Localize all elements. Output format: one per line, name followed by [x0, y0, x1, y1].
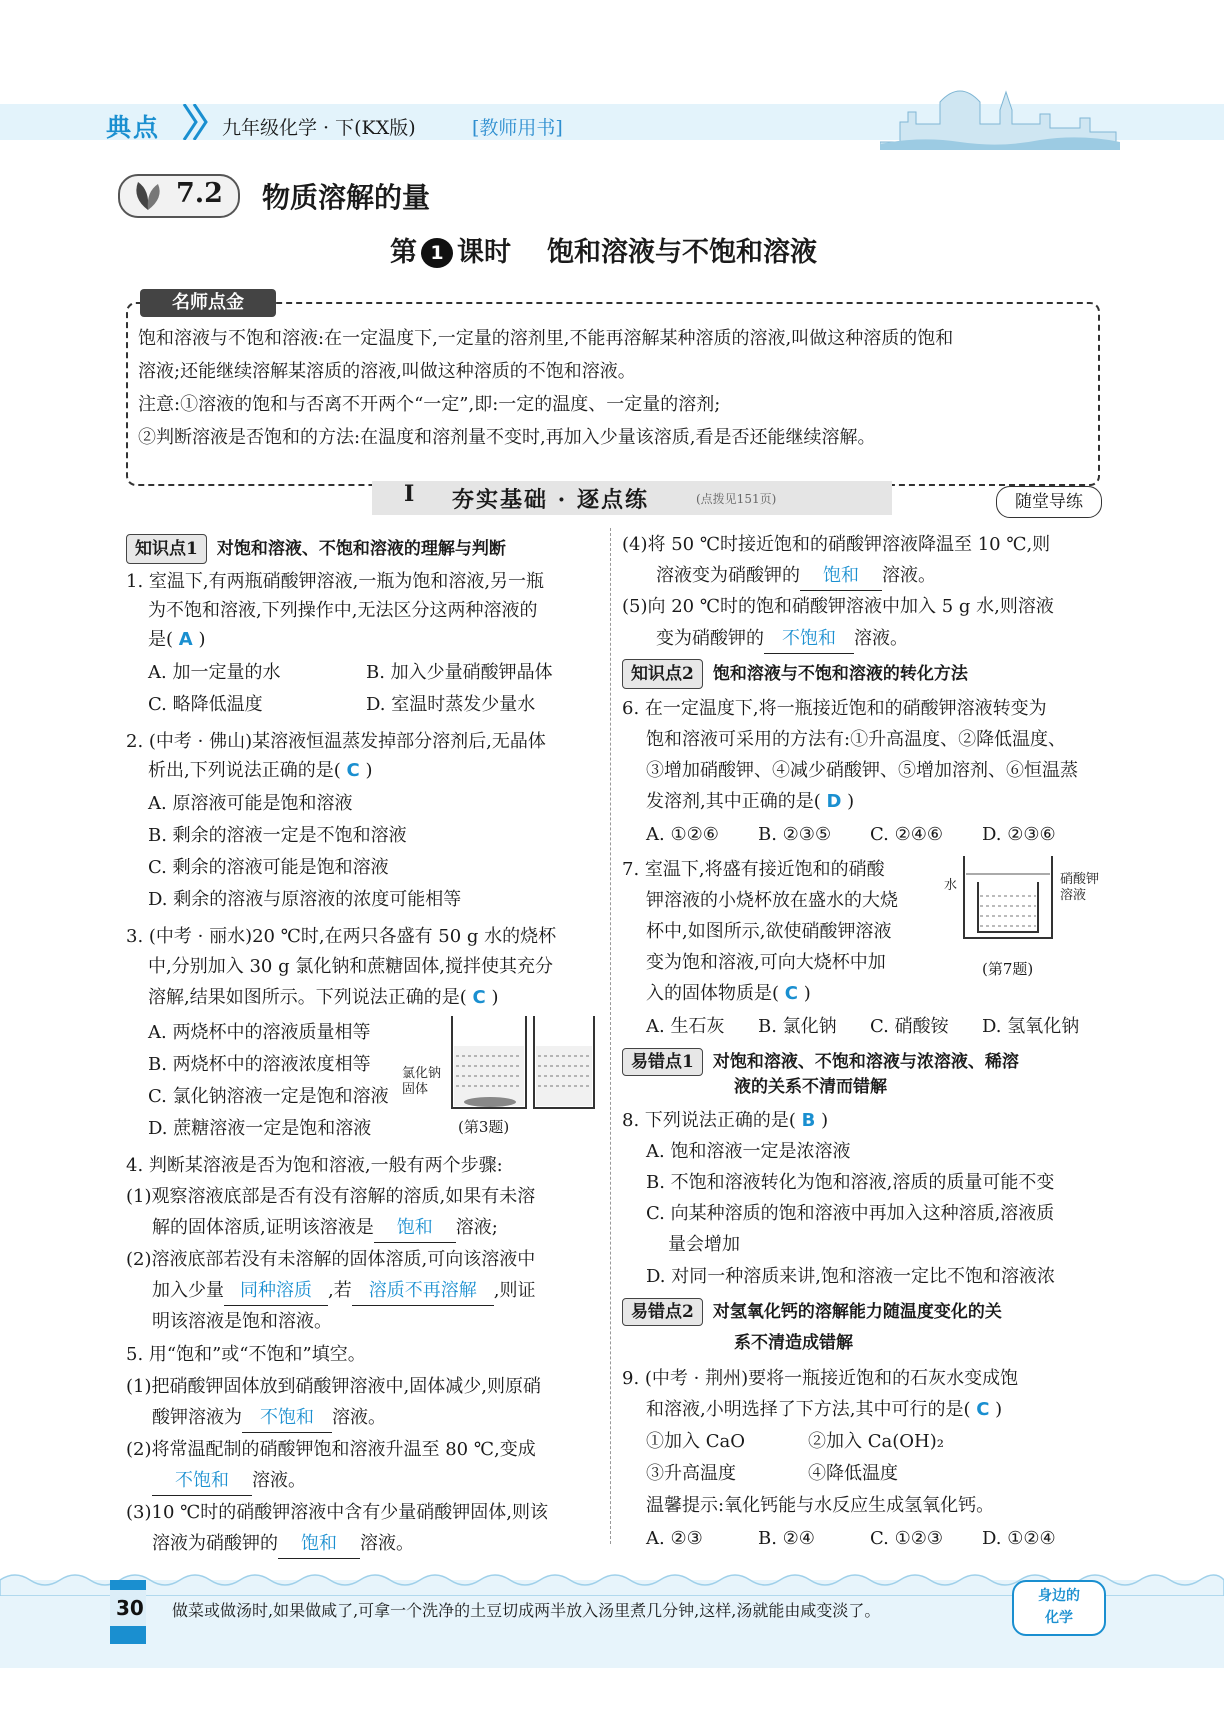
q7-line-5: 入的固体物质是( C ) [646, 983, 811, 1004]
q7-line-1: 7. 室温下,将盛有接近饱和的硝酸 [622, 859, 885, 880]
q7-line-4: 变为饱和溶液,可向大烧杯中加 [646, 952, 886, 973]
q5-4-answer: 饱和 [800, 561, 882, 591]
q5-3-line-1: (3)10 ℃时的硝酸钾溶液中含有少量硝酸钾固体,则该 [126, 1502, 548, 1523]
q6-line-2: 饱和溶液可采用的方法有:①升高温度、②降低温度、 [646, 729, 1067, 750]
q8-answer: B [801, 1110, 816, 1131]
q5-5-line-1: (5)向 20 ℃时的饱和硝酸钾溶液中加入 5 g 水,则溶液 [622, 596, 1054, 617]
kp1-tag: 知识点1 [126, 534, 207, 564]
q7-option-a: A. 生石灰 [646, 1016, 725, 1037]
ep1-line-1: 对饱和溶液、不饱和溶液与浓溶液、稀溶 [712, 1052, 1019, 1072]
q4-1-answer: 饱和 [374, 1213, 456, 1243]
q1-line-1: 1. 室温下,有两瓶硝酸钾溶液,一瓶为饱和溶液,另一瓶 [126, 571, 545, 592]
q8-line-1: 8. 下列说法正确的是( B ) [622, 1110, 829, 1131]
lesson-name: 饱和溶液与不饱和溶液 [547, 237, 817, 268]
q5-5-line-2: 变为硝酸钾的 不饱和 溶液。 [656, 624, 908, 654]
q8-option-c-line-1: C. 向某种溶质的饱和溶液中再加入这种溶质,溶液质 [646, 1203, 1055, 1224]
q3-option-c: C. 氯化钠溶液一定是饱和溶液 [148, 1086, 389, 1107]
q3-line-1: 3. (中考 · 丽水)20 ℃时,在两只各盛有 50 g 水的烧杯 [126, 926, 557, 947]
q2-option-b: B. 剩余的溶液一定是不饱和溶液 [148, 825, 407, 846]
q8-option-c-line-2: 量会增加 [668, 1234, 740, 1255]
q1-option-a: A. 加一定量的水 [148, 662, 281, 683]
q7-option-d: D. 氢氧化钠 [982, 1016, 1080, 1037]
book-title: 九年级化学 · 下(KX版) [222, 117, 416, 139]
section-title: 物质溶解的量 [262, 181, 431, 214]
q1-line-2: 为不饱和溶液,下列操作中,无法区分这两种溶液的 [148, 600, 538, 621]
ep2-line-2: 系不清造成错解 [734, 1333, 853, 1353]
q9-line-2: 和溶液,小明选择了下方法,其中可行的是( C ) [646, 1399, 1003, 1420]
brand-logo: 典点 [106, 113, 161, 142]
q6-option-b: B. ②③⑤ [758, 824, 832, 845]
q4-2-line-2: 加入少量 同种溶质 ,若 溶质不再溶解 ,则证 [152, 1276, 535, 1306]
q6-line-3: ③增加硝酸钾、④减少硝酸钾、⑤增加溶剂、⑥恒温蒸 [646, 760, 1078, 781]
q5-3-answer: 饱和 [278, 1529, 360, 1559]
q6-line-1: 6. 在一定温度下,将一瓶接近饱和的硝酸钾溶液转变为 [622, 698, 1047, 719]
q5-2-line-1: (2)将常温配制的硝酸钾饱和溶液升温至 80 ℃,变成 [126, 1439, 536, 1460]
q1-line-3: 是( A ) [148, 629, 206, 650]
q4-1-line-2: 解的固体溶质,证明该溶液是 饱和 溶液; [152, 1213, 498, 1243]
footer-tip: 做菜或做汤时,如果做咸了,可拿一个洗净的土豆切成两半放入汤里煮几分钟,这样,汤就能由咸变淡了。 [172, 1601, 881, 1620]
q7-option-c: C. 硝酸铵 [870, 1016, 949, 1037]
ep2-tag: 易错点2 [622, 1298, 703, 1326]
q5-1-line-1: (1)把硝酸钾固体放到硝酸钾溶液中,固体减少,则原硝 [126, 1376, 541, 1397]
q6-option-d: D. ②③⑥ [982, 824, 1056, 845]
q4-2-answer-1: 同种溶质 [224, 1276, 328, 1306]
q7-beaker-figure [962, 852, 1054, 942]
q4-2-answer-2: 溶质不再溶解 [352, 1276, 494, 1306]
q4-line-1: 4. 判断某溶液是否为饱和溶液,一般有两个步骤: [126, 1155, 503, 1176]
q1-answer: A [178, 629, 193, 650]
tip-tag: 名师点金 [140, 289, 276, 317]
badge-line-1: 身边的 [1038, 1588, 1080, 1604]
q7-option-b: B. 氯化钠 [758, 1016, 837, 1037]
q9-choice-d: D. ①②④ [982, 1528, 1056, 1549]
q6-answer: D [826, 791, 842, 812]
chemistry-around-badge [1012, 1580, 1106, 1636]
q9-choice-c: C. ①②③ [870, 1528, 943, 1549]
ep1-line-2: 液的关系不清而错解 [734, 1077, 887, 1097]
q5-4-line-1: (4)将 50 ℃时接近饱和的硝酸钾溶液降温至 10 ℃,则 [622, 534, 1051, 555]
q7-fig-water-label: 水 [944, 878, 958, 893]
lesson-number-badge: 1 [421, 238, 453, 268]
q2-option-d: D. 剩余的溶液与原溶液的浓度可能相等 [148, 889, 462, 910]
q7-fig-caption: (第7题) [982, 960, 1034, 978]
q6-option-a: A. ①②⑥ [646, 824, 719, 845]
q9-hint: 温馨提示:氧化钙能与水反应生成氢氧化钙。 [646, 1495, 995, 1516]
q3-answer: C [472, 987, 486, 1008]
q2-line-2: 析出,下列说法正确的是( C ) [148, 760, 373, 781]
lesson-title [390, 230, 817, 269]
ep1-tag: 易错点1 [622, 1048, 703, 1076]
q6-option-c: C. ②④⑥ [870, 824, 943, 845]
q3-option-d: D. 蔗糖溶液一定是饱和溶液 [148, 1118, 372, 1139]
q8-option-d: D. 对同一种溶质来讲,饱和溶液一定比不饱和溶液浓 [646, 1266, 1055, 1287]
q3-option-b: B. 两烧杯中的溶液浓度相等 [148, 1054, 371, 1075]
tip-line-3: 注意:①溶液的饱和与否离不开两个“一定”,即:一定的温度、一定量的溶剂; [138, 394, 721, 415]
q4-1-line-1: (1)观察溶液底部是否有没有溶解的溶质,如果有未溶 [126, 1186, 536, 1207]
q5-3-line-2: 溶液为硝酸钾的 饱和 溶液。 [152, 1529, 414, 1559]
q3-fig-label: 氯化钠 固体 [402, 1066, 442, 1097]
q9-option-3: ③升高温度 [646, 1463, 736, 1484]
kp2-tag: 知识点2 [622, 659, 703, 689]
q7-fig-solution-label: 硝酸钾 溶液 [1060, 872, 1100, 903]
q5-line-1: 5. 用“饱和”或“不饱和”填空。 [126, 1344, 366, 1365]
q7-line-3: 杯中,如图所示,欲使硝酸钾溶液 [646, 921, 892, 942]
q7-line-2: 钾溶液的小烧杯放在盛水的大烧 [646, 890, 898, 911]
q4-2-line-3: 明该溶液是饱和溶液。 [152, 1311, 332, 1332]
banner-reference: (点拨见151页) [696, 492, 777, 506]
q5-1-line-2: 酸钾溶液为 不饱和 溶液。 [152, 1403, 386, 1433]
tip-line-1: 饱和溶液与不饱和溶液:在一定温度下,一定量的溶剂里,不能再溶解某种溶质的溶液,叫做这种溶质的饱和 [138, 328, 954, 349]
q2-line-1: 2. (中考 · 佛山)某溶液恒温蒸发掉部分溶剂后,无晶体 [126, 731, 546, 752]
teacher-edition-label: [教师用书] [472, 117, 563, 139]
lesson-suffix: 课时 [457, 237, 511, 268]
knowledge-point-2 [622, 659, 968, 687]
tip-line-2: 溶液;还能继续溶解某溶质的溶液,叫做这种溶质的不饱和溶液。 [138, 361, 636, 382]
section-number: 7.2 [176, 178, 223, 209]
tip-line-4: ②判断溶液是否饱和的方法:在温度和溶剂量不变时,再加入少量该溶质,看是否还能继续溶解。 [138, 427, 876, 448]
q3-beaker-figure [448, 1012, 598, 1114]
lesson-prefix: 第 [390, 237, 417, 268]
q1-option-d: D. 室温时蒸发少量水 [366, 694, 536, 715]
q8-option-a: A. 饱和溶液一定是浓溶液 [646, 1141, 851, 1162]
ep2-line-1: 对氢氧化钙的溶解能力随温度变化的关 [712, 1302, 1002, 1322]
q9-choice-b: B. ②④ [758, 1528, 815, 1549]
header-slash-decoration [182, 104, 208, 140]
q9-option-4: ④降低温度 [808, 1463, 898, 1484]
knowledge-point-1 [126, 534, 506, 562]
q7-answer: C [784, 983, 798, 1004]
skyline-illustration [880, 72, 1120, 150]
error-point-1 [622, 1048, 1019, 1076]
banner-title: 夯实基础 · 逐点练 [452, 487, 649, 513]
q5-5-answer: 不饱和 [764, 624, 854, 654]
q3-option-a: A. 两烧杯中的溶液质量相等 [148, 1022, 371, 1043]
q9-option-1: ①加入 CaO [646, 1431, 745, 1452]
leaf-icon [128, 178, 168, 212]
q2-option-a: A. 原溶液可能是饱和溶液 [148, 793, 353, 814]
badge-line-2: 化学 [1045, 1610, 1073, 1626]
q9-option-2: ②加入 Ca(OH)₂ [808, 1431, 944, 1452]
column-divider [610, 528, 611, 1544]
q4-2-line-1: (2)溶液底部若没有未溶解的固体溶质,可向该溶液中 [126, 1249, 536, 1270]
page-number: 30 [116, 1596, 144, 1620]
q3-line-2: 中,分别加入 30 g 氯化钠和蔗糖固体,搅拌使其充分 [148, 956, 554, 977]
banner-roman: Ⅰ [404, 481, 415, 507]
kp1-text: 对饱和溶液、不饱和溶液的理解与判断 [216, 539, 506, 559]
q1-option-b: B. 加入少量硝酸钾晶体 [366, 662, 553, 683]
q9-answer: C [976, 1399, 990, 1420]
error-point-2 [622, 1298, 1002, 1326]
q1-option-c: C. 略降低温度 [148, 694, 263, 715]
q5-2-answer: 不饱和 [152, 1466, 252, 1496]
q3-line-3: 溶解,结果如图所示。下列说法正确的是( C ) [148, 987, 499, 1008]
q8-option-b: B. 不饱和溶液转化为饱和溶液,溶质的质量可能不变 [646, 1172, 1055, 1193]
q2-answer: C [346, 760, 360, 781]
q5-1-answer: 不饱和 [242, 1403, 332, 1433]
q2-option-c: C. 剩余的溶液可能是饱和溶液 [148, 857, 389, 878]
kp2-text: 饱和溶液与不饱和溶液的转化方法 [712, 664, 968, 684]
q5-2-line-2: 不饱和 溶液。 [152, 1466, 306, 1496]
q3-fig-caption: (第3题) [458, 1118, 510, 1136]
q9-line-1: 9. (中考 · 荆州)要将一瓶接近饱和的石灰水变成饱 [622, 1368, 1019, 1389]
q9-choice-a: A. ②③ [646, 1528, 703, 1549]
banner-tag: 随堂导练 [996, 486, 1102, 518]
q6-line-4: 发溶剂,其中正确的是( D ) [646, 791, 855, 812]
q5-4-line-2: 溶液变为硝酸钾的 饱和 溶液。 [656, 561, 936, 591]
